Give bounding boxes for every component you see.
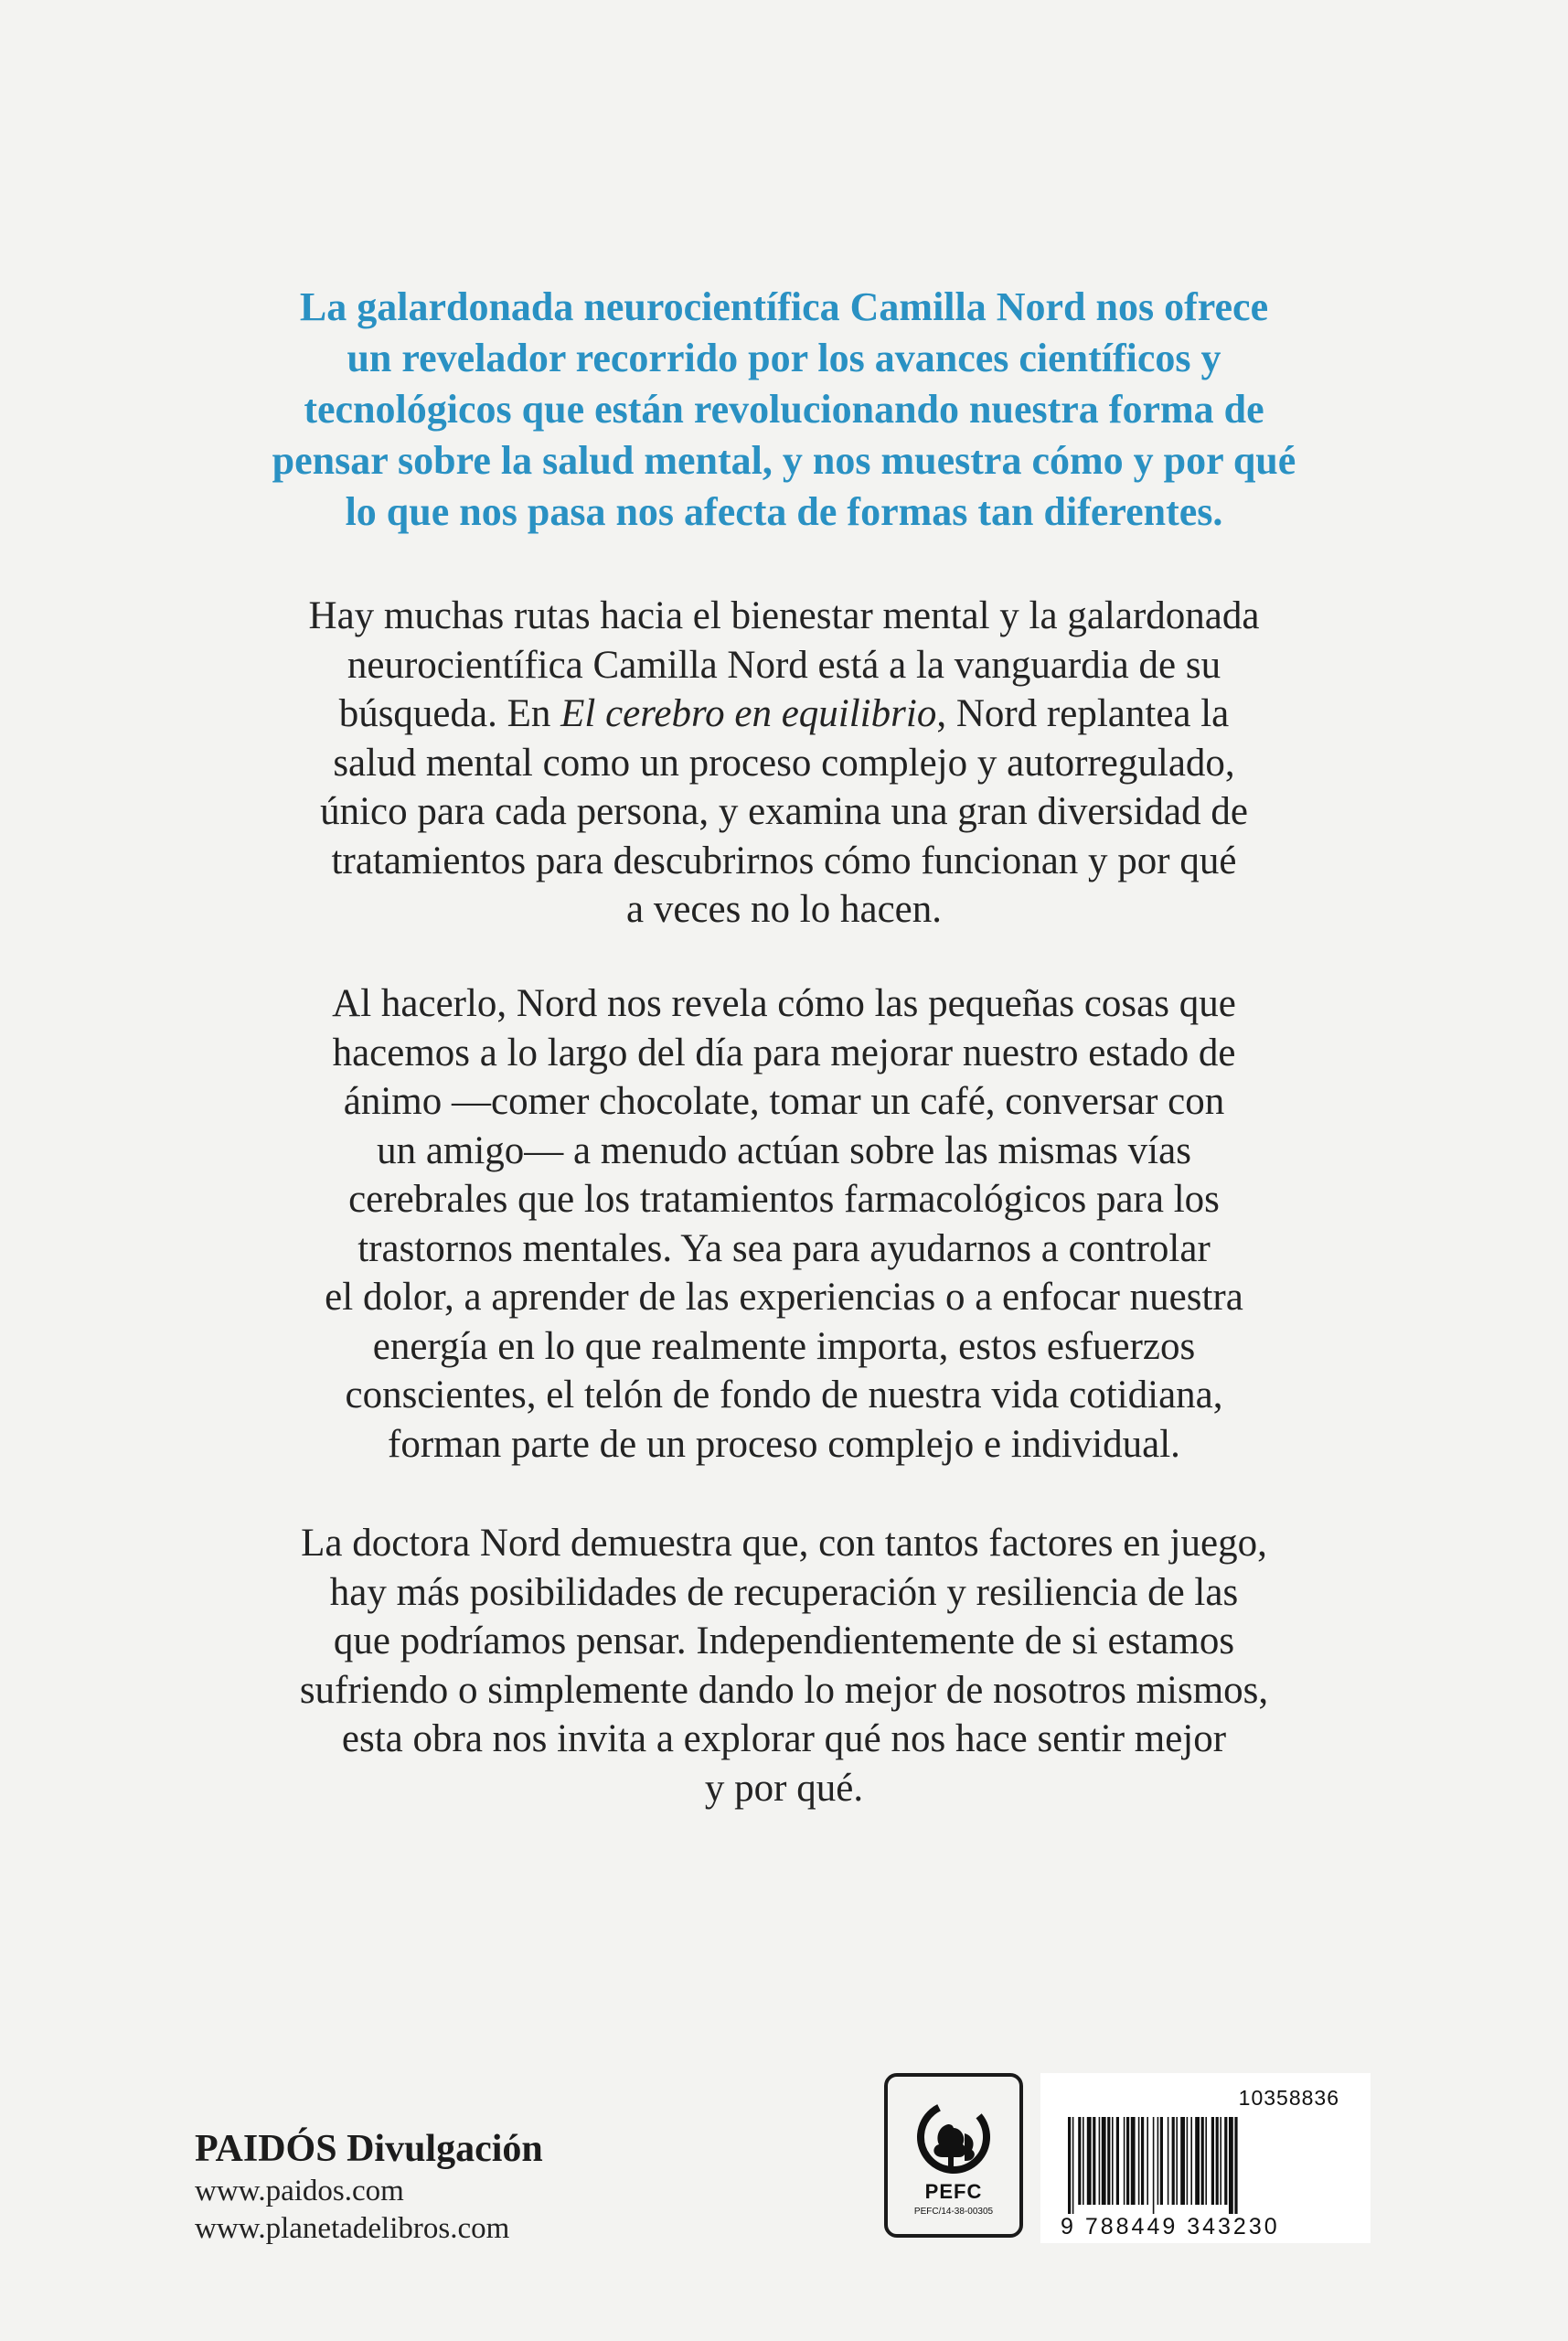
barcode-bar: [1234, 2117, 1237, 2214]
barcode-bar: [1083, 2117, 1084, 2205]
barcode-bar: [1078, 2117, 1081, 2205]
paragraph-line: único para cada persona, y examina una gran diversidad de: [320, 790, 1248, 833]
pefc-certification-badge: [884, 2073, 1023, 2238]
barcode-bar: [1220, 2117, 1221, 2205]
paragraph-text: búsqueda. En: [338, 692, 561, 735]
barcode-bar: [1116, 2117, 1119, 2205]
barcode-bar: [1176, 2117, 1178, 2205]
barcode-bar: [1224, 2117, 1227, 2205]
description-paragraph-1: [165, 592, 1403, 935]
paragraph-line: neurocientífica Camilla Nord está a la vanguardia de su: [347, 643, 1221, 687]
publisher-link-planeta[interactable]: www.planetadelibros.com: [195, 2212, 510, 2245]
barcode-bar: [1168, 2117, 1169, 2205]
pefc-label: PEFC: [924, 2180, 983, 2203]
blurb-line: lo que nos pasa nos afecta de formas tan diferentes.: [345, 489, 1223, 534]
blurb-line: un revelador recorrido por los avances científicos y: [347, 336, 1221, 380]
barcode-bar: [1099, 2117, 1101, 2205]
barcode-bar: [1229, 2117, 1233, 2214]
paragraph-line: tratamientos para descubrirnos cómo funcionan y por qué: [331, 839, 1237, 882]
paragraph-line: esta obra nos invita a explorar qué nos hace sentir mejor: [341, 1717, 1227, 1760]
paragraph-line-with-title: [165, 689, 1403, 739]
barcode-bar: [1187, 2117, 1189, 2205]
paragraph-line: un amigo— a menudo actúan sobre las mismas vías: [377, 1128, 1191, 1172]
barcode-bar: [1112, 2117, 1114, 2205]
barcode-reference-number: 10358836: [1238, 2086, 1339, 2110]
paragraph-line: el dolor, a aprender de las experiencias o a enfocar nuestra: [325, 1276, 1243, 1319]
paragraph-line: cerebrales que los tratamientos farmacológicos para los: [348, 1178, 1220, 1221]
paragraph-line: salud mental como un proceso complejo y autorregulado,: [333, 741, 1235, 785]
paragraph-line: sufriendo o simplemente dando lo mejor de nosotros mismos,: [299, 1668, 1269, 1712]
barcode-bar: [1072, 2117, 1074, 2214]
paragraph-line: ánimo —comer chocolate, tomar un café, conversar con: [343, 1080, 1225, 1123]
blurb-line: pensar sobre la salud mental, y nos muestra cómo y por qué: [272, 438, 1296, 483]
barcode-bar: [1160, 2117, 1163, 2205]
barcode-bar: [1216, 2117, 1219, 2205]
barcode-bar: [1201, 2117, 1204, 2205]
barcode-bar: [1102, 2117, 1106, 2205]
barcode-bar: [1107, 2117, 1110, 2205]
barcode-bar: [1126, 2117, 1129, 2205]
paragraph-line: y por qué.: [704, 1766, 864, 1810]
barcode-bar: [1190, 2117, 1192, 2205]
paragraph-line: hacemos a lo largo del día para mejorar nuestro estado de: [332, 1031, 1236, 1074]
paragraph-line: energía en lo que realmente importa, estos esfuerzos: [372, 1324, 1196, 1368]
publisher-block: [195, 2125, 707, 2248]
barcode-bars-icon: [1040, 2117, 1371, 2214]
paragraph-line: que podríamos pensar. Independientemente de si estamos: [333, 1619, 1235, 1662]
description-paragraph-2: [165, 979, 1403, 1469]
paragraph-line: Hay muchas rutas hacia el bienestar mental y la galardonada: [308, 594, 1260, 637]
barcode-bar: [1195, 2117, 1200, 2205]
barcode-bar: [1157, 2117, 1159, 2205]
barcode-bar: [1153, 2117, 1155, 2214]
barcode-bar: [1180, 2117, 1185, 2205]
barcode-bar: [1172, 2117, 1175, 2205]
barcode-bar: [1205, 2117, 1207, 2205]
paragraph-line: hay más posibilidades de recuperación y resiliencia de las: [329, 1570, 1239, 1614]
publisher-brand: PAIDÓS Divulgación: [195, 2128, 543, 2170]
paragraph-line: conscientes, el telón de fondo de nuestra vida cotidiana,: [345, 1374, 1223, 1416]
description-paragraph-3: [165, 1519, 1403, 1812]
barcode-bar: [1141, 2117, 1144, 2205]
book-title-italic: El cerebro en equilibrio: [560, 692, 937, 735]
paragraph-line: La doctora Nord demuestra que, con tantos factores en juego,: [301, 1522, 1267, 1565]
barcode-bar: [1093, 2117, 1095, 2205]
barcode-isbn-number: 9 788449 343230: [1061, 2214, 1280, 2239]
barcode-bar: [1124, 2117, 1125, 2205]
paragraph-line: a veces no lo hacen.: [625, 888, 943, 931]
paragraph-line: trastornos mentales. Ya sea para ayudarnos a controlar: [357, 1226, 1211, 1270]
pefc-tree-logo-icon: [912, 2097, 996, 2179]
publisher-link-paidos[interactable]: www.paidos.com: [195, 2175, 404, 2207]
blurb-line: La galardonada neurocientífica Camilla Nord nos ofrece: [299, 284, 1269, 329]
barcode-bar: [1211, 2117, 1214, 2205]
barcode-bar: [1147, 2117, 1148, 2205]
paragraph-line: forman parte de un proceso complejo e individual.: [388, 1422, 1180, 1466]
blurb-line: tecnológicos que están revolucionando nuestra forma de: [304, 387, 1264, 432]
barcode-bar: [1087, 2117, 1092, 2205]
paragraph-line: Al hacerlo, Nord nos revela cómo las pequeñas cosas que: [332, 982, 1236, 1025]
paragraph-text: , Nord replantea la: [936, 692, 1230, 735]
pefc-code: PEFC/14-38-00305: [913, 2207, 994, 2217]
barcode-panel: [1040, 2073, 1371, 2243]
barcode-bar: [1138, 2117, 1140, 2205]
barcode-bar: [1068, 2117, 1071, 2214]
highlight-blurb: [165, 282, 1403, 538]
barcode-bar: [1131, 2117, 1136, 2205]
